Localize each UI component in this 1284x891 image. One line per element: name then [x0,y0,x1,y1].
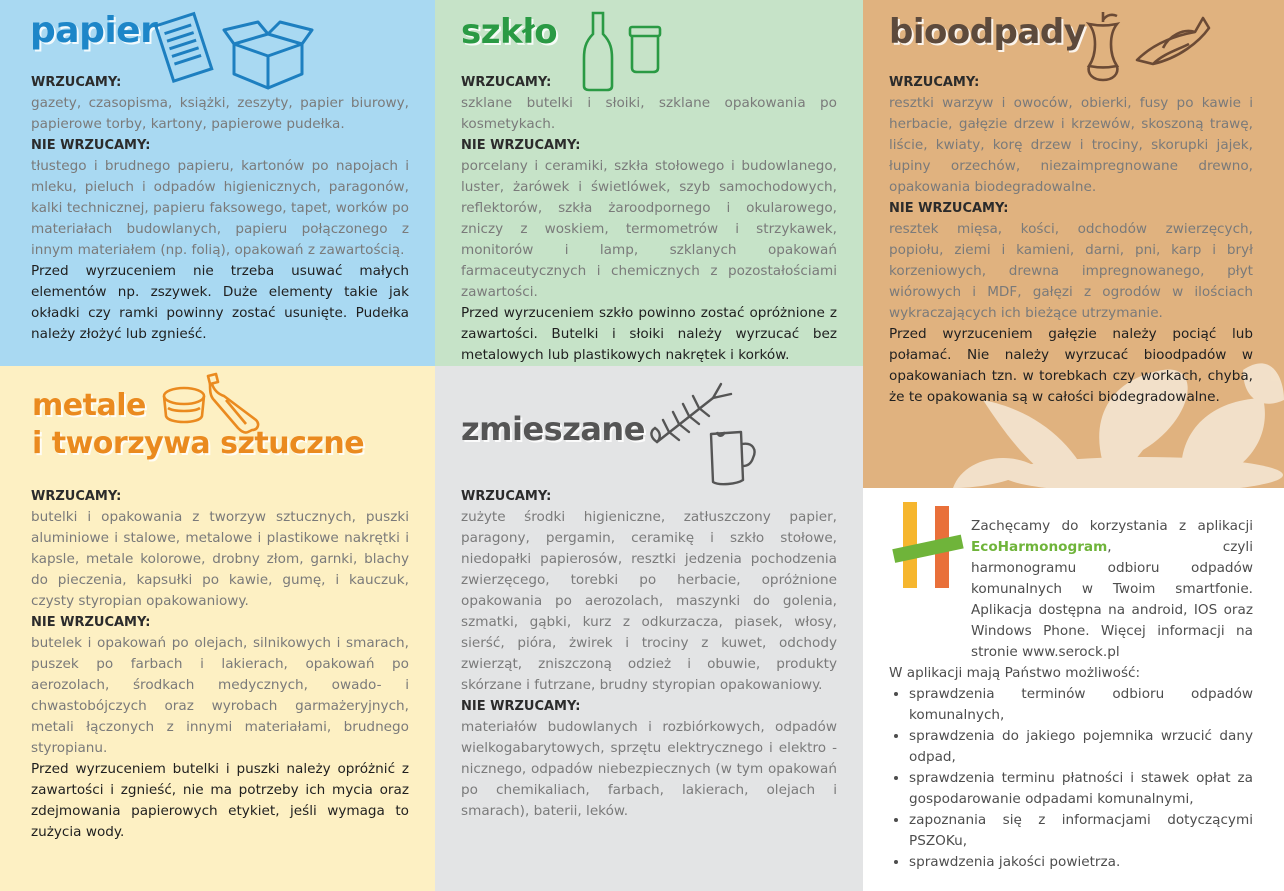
wrzucamy-label: WRZUCAMY: [889,75,980,90]
metale-nie-wrzucamy-text: butelek i opakowań po olejach, silnikowych i smarach, puszek po farbach i lakierach, opakowań po aerozolach, środkach medycznych, owado- i chwastobójczych oraz wyrobach garmażeryjnych, metali łączonych z innymi materiałami, brudnego styropianu. [31,635,409,756]
papier-panel [0,0,435,366]
zmieszane-body [461,486,837,822]
bio-note: Przed wyrzuceniem gałęzie należy pociąć lub połamać. Nie należy wyrzucać bioodpadów w opakowaniach tzn. w torebkach czy workach, chyba, że te opakowania są w całości biodegradowalne. [889,326,1253,405]
app-intro-text-rest: , czyli harmonogramu odbioru odpadów komunalnych w Twoim smartfonie. Aplikacja dostępna na android, IOS oraz Windows Phone. Więcej informacji na stronie www.serock.pl [971,539,1253,660]
szklo-nie-wrzucamy-text: porcelany i ceramiki, szkła stołowego i budowlanego, luster, żarówek i świetlówek, szyb samochodowych, reflektorów, szkła żaroodpornego i okularowego, zniczy z woskiem, termometrów i strzykawek, monitorów i lamp, szklanych opakowań farmaceutycznych i chemicznych z pozostałościami zawartości. [461,158,837,300]
metale-title-line2: i tworzywa sztuczne [32,426,365,461]
plastic-bottle-icon [200,372,266,434]
papier-title: papier [30,10,158,51]
szklo-note: Przed wyrzuceniem szkło powinno zostać opróżnione z zawartości. Butelki i słoiki należy wyrzucać bez metalowych lub plastikowych nakrętek i korków. [461,305,837,363]
bio-title: bioodpady [889,12,1086,52]
metale-title-line1: metale [32,388,146,423]
nie-wrzucamy-label: NIE WRZUCAMY: [889,201,1009,216]
bio-nie-wrzucamy-text: resztek mięsa, kości, odchodów zwierzęcych, popiołu, ziemi i kamieni, darni, pni, karp i brył korzeniowych, drewna impregnowanego, płyt wiórowych i MDF, gałęzi z ogrodów w ilościach wykraczających ich bieżące utrzymanie. [889,221,1253,321]
szklo-panel [435,0,863,366]
bio-wrzucamy-text: resztki warzyw i owoców, obierki, fusy po kawie i herbacie, gałęzie drzew i krzewów, skoszoną trawę, liście, kwiaty, korę drzew i trociny, skorupki jajek, łupiny orzechów, niezaimpregnowane drewno, opakowania biodegradowalne. [889,95,1253,195]
list-item: • sprawdzenia terminów odbioru odpadów komunalnych, [909,684,1253,726]
nie-wrzucamy-label: NIE WRZUCAMY: [31,615,151,630]
app-brand: EcoHarmonogram [971,539,1108,555]
metale-panel [0,366,435,891]
metale-body [31,486,409,843]
papier-nie-wrzucamy-text: tłustego i brudnego papieru, kartonów po napojach i mleku, pieluch i odpadów higienicznych, paragonów, kalki technicznej, papieru faksowego, tapet, worków po materiałach budowlanych, papieru połączonego z innym materiałem (np. folią), opakowań z zawartością. [31,158,409,258]
zmieszane-nie-wrzucamy-text: materiałów budowlanych i rozbiórkowych, odpadów wielkogabarytowych, sprzętu elektrycznego i elektro - nicznego, odpadów niebezpiecznych (w tym opakowań po chemikaliach, farbach, lakierach, olejach i smarach), baterii, leków. [461,719,837,819]
wrzucamy-label: WRZUCAMY: [461,489,552,504]
bioodpady-panel [863,0,1284,488]
app-options-heading: W aplikacji mają Państwo możliwość: [889,665,1141,681]
app-options-list [889,684,1253,873]
zmieszane-title: zmieszane [461,410,645,448]
wrzucamy-label: WRZUCAMY: [31,489,122,504]
jar-icon [625,24,665,74]
szklo-title: szkło [461,12,558,52]
list-item: • sprawdzenia terminu płatności i stawek opłat za gospodarowanie odpadami komunalnymi, [909,768,1253,810]
papier-body [31,72,409,345]
szklo-body [461,72,837,366]
list-item: • sprawdzenia jakości powietrza. [909,852,1253,873]
nie-wrzucamy-label: NIE WRZUCAMY: [461,138,581,153]
cup-icon [705,428,759,488]
list-item: • sprawdzenia do jakiego pojemnika wrzucić dany odpad, [909,726,1253,768]
bio-body [889,72,1253,408]
szklo-wrzucamy-text: szklane butelki i słoiki, szklane opakowania po kosmetykach. [461,95,837,132]
papier-wrzucamy-text: gazety, czasopisma, książki, zeszyty, papier biurowy, papierowe torby, kartony, papierowe pudełka. [31,95,409,132]
app-intro-text: Zachęcamy do korzystania z aplikacji [971,518,1253,534]
nie-wrzucamy-label: NIE WRZUCAMY: [31,138,151,153]
zmieszane-wrzucamy-text: zużyte środki higieniczne, zatłuszczony papier, paragony, pergamin, ceramikę i szkło stołowe, niedopałki papierosów, resztki jedzenia pochodzenia zwierzęcego, torebki po herbacie, opróżnione opakowania po aerozolach, maszynki do golenia, szmatki, gąbki, kurz z odkurzacza, piasek, włosy, sierść, pióra, żwirek i trociny z kuwet, odchody zwierząt, zniszczoną odzież i obuwie, produkty skórzane i futrzane, brudny styropian opakowaniowy. [461,509,837,693]
nie-wrzucamy-label: NIE WRZUCAMY: [461,699,581,714]
wrzucamy-label: WRZUCAMY: [31,75,122,90]
list-item: • zapoznania się z informacjami dotyczącymi PSZOKu, [909,810,1253,852]
app-intro [889,516,1253,663]
wrzucamy-label: WRZUCAMY: [461,75,552,90]
metale-wrzucamy-text: butelki i opakowania z tworzyw sztucznych, puszki aluminiowe i stalowe, metalowe i plastikowe nakrętki i kapsle, metale kolorowe, drobny złom, garnki, blachy do pieczenia, kapsułki po kawie, gumę, i kauczuk, czysty styropian opakowaniowy. [31,509,409,609]
zmieszane-panel [435,366,863,891]
metale-note: Przed wyrzuceniem butelki i puszki należy opróżnić z zawartości i zgnieść, nie ma potrzeby ich mycia oraz zdejmowania papierowych etykiet, jeśli wymaga to zużycia wody. [31,761,409,840]
app-description [889,516,1253,873]
banana-peel-icon [1133,14,1213,68]
papier-note: Przed wyrzuceniem nie trzeba usuwać małych elementów np. zszywek. Duże elementy takie jak okładki czy ramki powinny zostać usunięte. Pudełka należy złożyć lub zgnieść. [31,263,409,342]
